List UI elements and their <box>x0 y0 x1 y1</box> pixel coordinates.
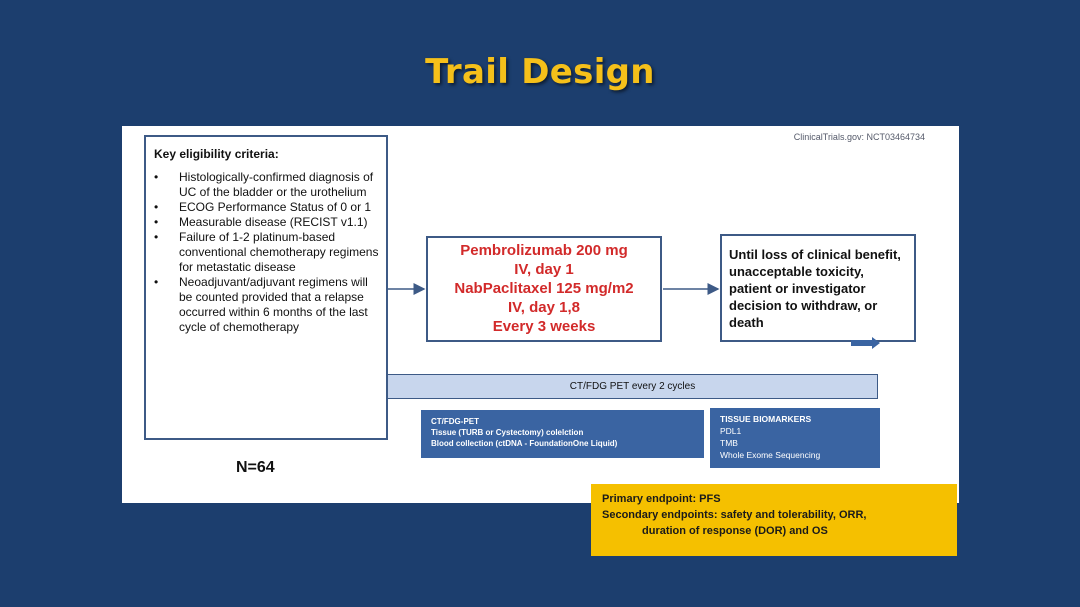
eligibility-item: • Failure of 1-2 platinum-based conventional chemotherapy regimens for metastatic disease <box>179 230 380 275</box>
diagram-panel <box>122 126 959 503</box>
sample-size-label: N=64 <box>236 459 275 476</box>
primary-endpoint: Primary endpoint: PFS <box>602 493 721 505</box>
sample-collection-line: Blood collection (ctDNA - FoundationOne Liquid) <box>431 439 618 448</box>
endpoints-box <box>591 484 957 556</box>
biomarker-item: PDL1 <box>720 426 742 436</box>
secondary-endpoint-line: duration of response (DOR) and OS <box>642 525 828 537</box>
eligibility-item: • Measurable disease (RECIST v1.1) <box>179 215 380 230</box>
treatment-line: Pembrolizumab 200 mg <box>460 242 628 259</box>
slide-title: Trail Design <box>425 52 655 92</box>
treatment-line: Every 3 weeks <box>492 318 596 335</box>
flow-arrows <box>122 126 959 503</box>
eligibility-item: • ECOG Performance Status of 0 or 1 <box>179 200 380 215</box>
biomarker-item: Whole Exome Sequencing <box>720 450 821 460</box>
treatment-line: NabPaclitaxel 125 mg/m2 <box>454 280 634 297</box>
clinicaltrials-source: ClinicalTrials.gov: NCT03464734 <box>793 132 925 142</box>
block-arrow-icon <box>851 337 880 349</box>
eligibility-item: • Neoadjuvant/adjuvant regimens will be counted provided that a relapse occurred within 6 months of the last cycle of chemotherapy <box>179 275 380 335</box>
eligibility-item: • Histologically-confirmed diagnosis of UC of the bladder or the urothelium <box>179 170 380 200</box>
eligibility-heading: Key eligibility criteria: <box>154 147 279 161</box>
treatment-line: IV, day 1,8 <box>508 299 580 316</box>
imaging-schedule-bar: CT/FDG PET every 2 cycles <box>387 374 878 399</box>
secondary-endpoint-line: Secondary endpoints: safety and tolerability, ORR, <box>602 509 867 521</box>
sample-collection-line: CT/FDG-PET <box>431 417 479 426</box>
treatment-line: IV, day 1 <box>514 261 574 278</box>
biomarker-item: TMB <box>720 438 738 448</box>
continuation-box: Until loss of clinical benefit, unacceptable toxicity, patient or investigator decision to withdraw, or death <box>720 234 916 342</box>
tissue-biomarkers-title: TISSUE BIOMARKERS <box>720 414 812 424</box>
sample-collection-line: Tissue (TURB or Cystectomy) colelction <box>431 428 584 437</box>
